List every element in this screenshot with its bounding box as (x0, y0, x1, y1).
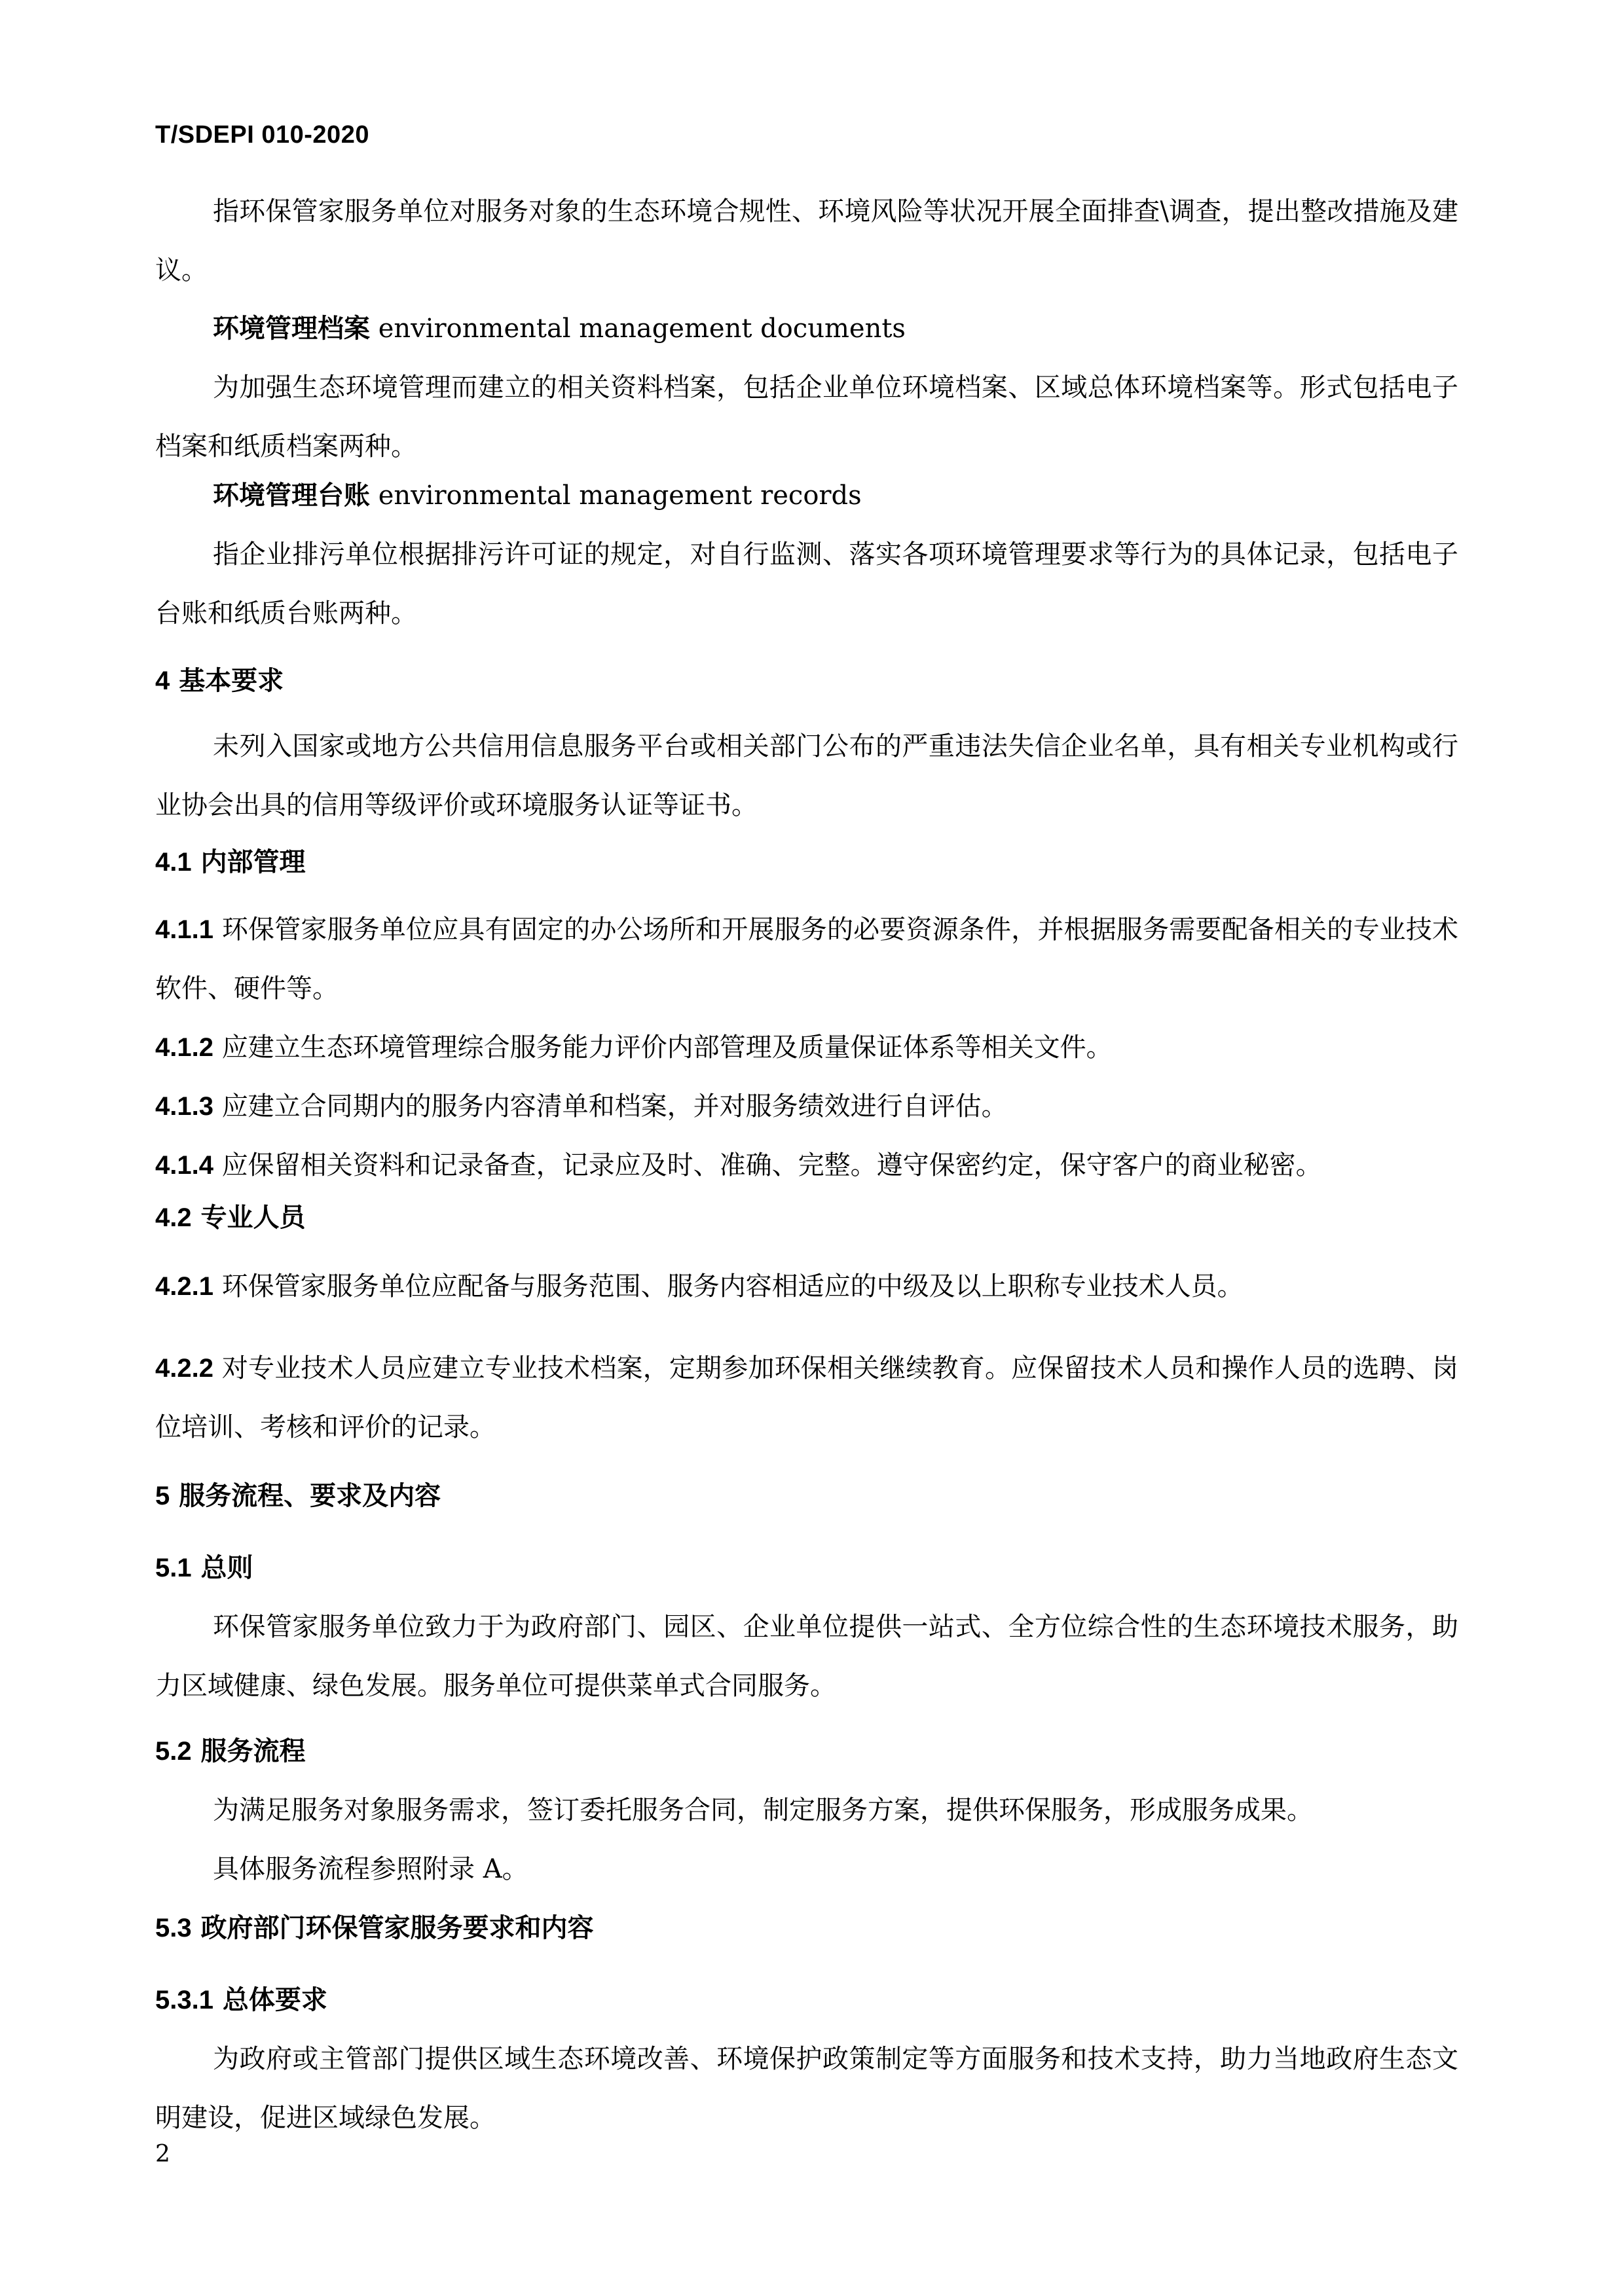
docs-definition: 为加强生态环境管理而建立的相关资料档案，包括企业单位环境档案、区域总体环境档案等。形式包括电子档案和纸质档案两种。 (155, 373, 1458, 462)
section-4-title: 基本要求 (179, 665, 284, 696)
section-4-paragraph: 未列入国家或地方公共信用信息服务平台或相关部门公布的严重违法失信企业名单，具有相关专业机构或行业协会出具的信用等级评价或环境服务认证等证书。 (155, 731, 1458, 820)
section-5-3-title: 政府部门环保管家服务要求和内容 (200, 1912, 594, 1943)
section-4-2-block (155, 1188, 1458, 1247)
document-code-header: T/SDEPI 010-2020 (155, 121, 369, 149)
section-5-3-block (155, 1899, 1458, 1958)
page-number: 2 (155, 2141, 170, 2168)
term-docs-zh: 环境管理档案 (213, 313, 370, 344)
section-5-3-heading (155, 1899, 1458, 1958)
intro-paragraph: 指环保管家服务单位对服务对象的生态环境合规性、环境风险等状况开展全面排查\调查，提出整改措施及建议。 (155, 196, 1458, 285)
section-4-2-heading (155, 1188, 1458, 1247)
term-docs-block (155, 299, 1458, 476)
section-5-3-1-paragraph: 为政府或主管部门提供区域生态环境改善、环境保护政策制定等方面服务和技术支持，助力当地政府生态文明建设，促进区域绿色发展。 (155, 2044, 1458, 2133)
section-4-2-title: 专业人员 (200, 1202, 306, 1233)
section-5-1-number: 5.1 (155, 1554, 192, 1582)
section-4-heading (155, 651, 1458, 710)
clause-4-2-2-text: 对专业技术人员应建立专业技术档案，定期参加环保相关继续教育。应保留技术人员和操作人员的选聘、岗位培训、考核和评价的记录。 (155, 1353, 1459, 1442)
section-4-1-heading (155, 833, 1458, 892)
section-5-2-block (155, 1722, 1458, 1899)
term-records (155, 466, 1458, 525)
section-5-3-1-title: 总体要求 (222, 1984, 327, 2015)
section-5-3-1-number: 5.3.1 (155, 1986, 213, 2014)
term-records-en: environmental management records (378, 481, 862, 511)
intro-paragraph-block (155, 182, 1458, 300)
clause-4-2-2 (155, 1339, 1458, 1457)
section-5-1-paragraph: 环保管家服务单位致力于为政府部门、园区、企业单位提供一站式、全方位综合性的生态环境技术服务，助力区域健康、绿色发展。服务单位可提供菜单式合同服务。 (155, 1612, 1458, 1701)
records-definition: 指企业排污单位根据排污许可证的规定，对自行监测、落实各项环境管理要求等行为的具体记录，包括电子台账和纸质台账两种。 (155, 539, 1458, 629)
section-4-1-number: 4.1 (155, 848, 192, 877)
clause-4-2-1 (155, 1257, 1458, 1316)
section-5-3-1-heading (155, 1971, 1458, 2030)
clause-4-2-1-block (155, 1257, 1458, 1316)
clause-4-1-1 (155, 900, 1458, 1018)
section-5-title: 服务流程、要求及内容 (179, 1480, 441, 1511)
clause-4-2-2-block (155, 1339, 1458, 1457)
clause-4-1-3 (155, 1077, 1458, 1136)
section-4-2-number: 4.2 (155, 1203, 192, 1232)
clause-4-1-3-number: 4.1.3 (155, 1092, 213, 1121)
term-records-block (155, 466, 1458, 643)
section-5-2-heading (155, 1722, 1458, 1781)
section-5-1-title: 总则 (200, 1552, 253, 1583)
term-records-zh: 环境管理台账 (213, 480, 370, 511)
section-5-1-block (155, 1539, 1458, 1715)
section-4-block (155, 651, 1458, 710)
clauses-4-1-block (155, 900, 1458, 1195)
clause-4-1-2-number: 4.1.2 (155, 1033, 213, 1062)
clause-4-1-2 (155, 1018, 1458, 1077)
section-5-2-paragraph-b: 具体服务流程参照附录 A。 (213, 1854, 528, 1884)
section-4-1-block (155, 833, 1458, 892)
clause-4-2-1-text: 环保管家服务单位应配备与服务范围、服务内容相适应的中级及以上职称专业技术人员。 (221, 1271, 1244, 1302)
section-5-number: 5 (155, 1482, 170, 1510)
section-4-number: 4 (155, 666, 170, 695)
clause-4-2-2-number: 4.2.2 (155, 1354, 213, 1383)
section-5-1-heading (155, 1539, 1458, 1597)
clause-4-1-2-text: 应建立生态环境管理综合服务能力评价内部管理及质量保证体系等相关文件。 (221, 1032, 1113, 1063)
clause-4-1-4-number: 4.1.4 (155, 1151, 213, 1180)
section-5-3-number: 5.3 (155, 1914, 192, 1942)
clause-4-1-3-text: 应建立合同期内的服务内容清单和档案，并对服务绩效进行自评估。 (221, 1091, 1008, 1121)
clause-4-1-1-number: 4.1.1 (155, 915, 213, 944)
section-5-block (155, 1467, 1458, 1525)
section-4-paragraph-block (155, 717, 1458, 835)
term-docs-en: environmental management documents (378, 314, 906, 344)
term-docs (155, 299, 1458, 358)
section-5-2-paragraph-a: 为满足服务对象服务需求，签订委托服务合同，制定服务方案，提供环保服务，形成服务成果。 (213, 1795, 1313, 1825)
clause-4-1-1-text: 环保管家服务单位应具有固定的办公场所和开展服务的必要资源条件，并根据服务需要配备相关的专业技术软件、硬件等。 (155, 915, 1459, 1004)
section-5-2-number: 5.2 (155, 1737, 192, 1766)
clause-4-1-4-text: 应保留相关资料和记录备查，记录应及时、准确、完整。遵守保密约定，保守客户的商业秘密。 (221, 1150, 1322, 1180)
clause-4-2-1-number: 4.2.1 (155, 1272, 213, 1301)
section-5-heading (155, 1467, 1458, 1525)
clause-4-1-4 (155, 1136, 1458, 1195)
section-4-1-title: 内部管理 (200, 847, 306, 877)
section-5-3-1-block (155, 1971, 1458, 2147)
section-5-2-title: 服务流程 (200, 1736, 306, 1766)
